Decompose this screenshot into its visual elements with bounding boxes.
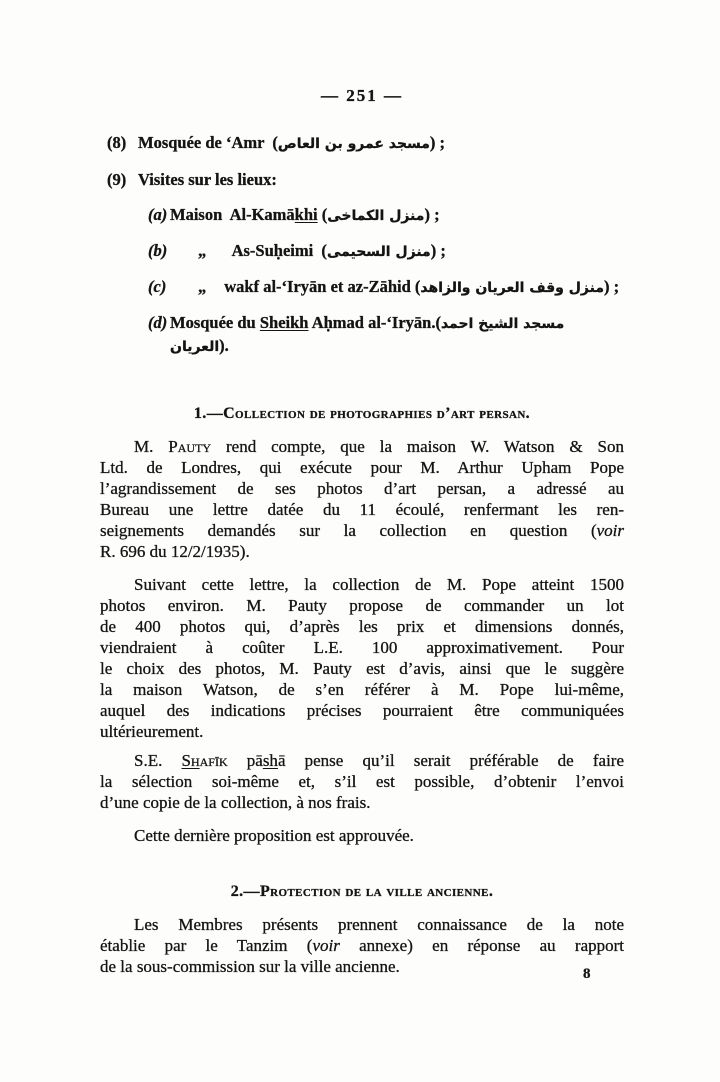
text-segment: d’une copie de la collection, à nos frais. (100, 793, 371, 812)
text-segment: Suivant cette lettre, la collection de M. Pope atteint 1500 (134, 575, 624, 594)
paragraph-line (100, 541, 624, 562)
paragraph-line (100, 914, 624, 935)
text-segment: de 400 photos qui, d’après les prix et dimensions donnés, (100, 617, 624, 636)
paragraph (100, 574, 624, 742)
paragraph-line (100, 637, 624, 658)
list-item-text (170, 312, 624, 358)
text-segment: pā (227, 751, 263, 770)
text-segment: Les Membres présents prennent connaissance de la note (134, 915, 624, 934)
list-item-8 (100, 132, 624, 155)
page-content (100, 0, 624, 977)
paragraph-line (100, 792, 624, 813)
list-item-label: (8) (107, 133, 127, 152)
text-segment: ultérieurement. (100, 722, 204, 741)
text-segment: Sh (181, 751, 200, 770)
list-item-label: (d) (148, 313, 168, 332)
section-heading: 1.—Collection de photographies d’art persan. (193, 405, 531, 422)
text-segment: seignements demandés sur la collection en question ( (100, 521, 597, 540)
list-item-text (170, 240, 446, 263)
text-segment: rend compte, que la maison W. Watson & Son (211, 437, 624, 456)
paragraph-line (100, 658, 624, 679)
text-segment: sh (262, 751, 278, 770)
list-item-b (148, 240, 624, 263)
paragraph-line (100, 679, 624, 700)
list-item-a (148, 204, 624, 227)
paragraph-line (100, 700, 624, 721)
section-2 (100, 882, 624, 977)
text-segment: Visites sur les lieux: (138, 170, 277, 189)
text-segment: auquel des indications précises pourraient être communiquées (100, 701, 624, 720)
text-segment: de la sous-commission sur la ville ancienne. (100, 957, 400, 976)
text-segment: khi (294, 205, 318, 224)
list-item-label: (b) (148, 241, 168, 260)
text-segment: annexe) en réponse au rapport (339, 936, 624, 955)
text-segment: viendraient à coûter L.E. 100 approximativement. Pour (100, 638, 624, 657)
list-item-c (148, 276, 624, 299)
text-segment: Bureau une lettre datée du 11 écoulé, renfermant les ren- (100, 500, 624, 519)
text-segment: R. 696 du 12/2/1935). (100, 542, 250, 561)
text-segment: Sheikh (259, 313, 309, 332)
list-item-text (170, 204, 440, 227)
visit-list (100, 132, 624, 358)
text-segment: l’agrandissement de ses photos d’art persan, a adressé au (100, 479, 624, 498)
paragraph-line (100, 616, 624, 637)
paragraph-line (100, 499, 624, 520)
text-segment: S.E. (134, 751, 182, 770)
page-number-header: — 251 — (321, 86, 403, 105)
text-segment: photos environ. M. Pauty propose de commander un lot (100, 596, 624, 615)
text-segment: As-Suḥeimi ( (224, 241, 327, 260)
text-segment: la sélection soi-même et, s’il est possible, d’obtenir l’envoi (100, 772, 624, 791)
section-1 (100, 404, 624, 846)
minutes-sections (100, 404, 624, 977)
list-item-label: (a) (148, 205, 168, 224)
paragraph (100, 750, 624, 813)
paragraph-line (100, 935, 624, 956)
text-segment: ) ; (424, 205, 440, 224)
text-segment: Pauty (168, 437, 212, 456)
list-item-9 (100, 169, 624, 190)
paragraph (100, 914, 624, 977)
arabic-text: منزل وقف العريان والزاهد (420, 280, 604, 296)
paragraph-line (100, 457, 624, 478)
text-segment: Maison Al-Kamā (170, 205, 295, 224)
page-number-footer: 8 (583, 966, 591, 982)
text-segment: ā pense qu’il serait préférable de faire (277, 751, 625, 770)
paragraph-line (100, 771, 624, 792)
list-item-label: (c) (148, 277, 167, 296)
section-heading: 2.—Protection de la ville ancienne. (230, 883, 494, 900)
text-segment: Aḥmad al-‘Iryān.( (308, 313, 441, 332)
text-segment: ( (317, 205, 328, 224)
arabic-text: منزل الكماخى (327, 208, 425, 224)
text-segment: „ (198, 277, 207, 296)
list-item-text (170, 276, 619, 299)
text-segment: la maison Watson, de s’en référer à M. Pope lui-même, (100, 680, 624, 699)
paragraph (100, 436, 624, 562)
text-segment: ) ; (604, 277, 620, 296)
paragraph-line (100, 721, 624, 742)
text-segment: Cette dernière proposition est approuvée. (134, 826, 414, 845)
paragraph-line (100, 825, 624, 846)
text-segment: M. (134, 437, 169, 456)
text-segment: voir (312, 936, 340, 955)
paragraph-line (100, 436, 624, 457)
list-item-text (138, 132, 445, 155)
text-segment: ) ; (429, 133, 446, 152)
arabic-text: مسجد عمرو بن العاص (277, 136, 430, 152)
text-segment: le choix des photos, M. Pauty est d’avis, ainsi que le suggère (100, 659, 624, 678)
text-segment: Mosquée de ‘Amr ( (138, 133, 278, 152)
text-segment: „ (198, 241, 207, 260)
text-segment: Mosquée du (170, 313, 260, 332)
paragraph (100, 825, 624, 846)
paragraph-line (100, 956, 624, 977)
text-segment: Ltd. de Londres, qui exécute pour M. Arthur Upham Pope (100, 458, 624, 477)
text-segment: voir (596, 521, 624, 540)
text-segment: ) ; (430, 241, 446, 260)
paragraph-line (100, 478, 624, 499)
text-segment: afīk (199, 751, 228, 770)
list-item-text (138, 169, 277, 190)
text-segment: wakf al-‘Iryān et az-Zāhid ( (224, 277, 421, 296)
arabic-text: منزل السحيمى (326, 244, 431, 260)
list-item-d (148, 312, 624, 358)
paragraph-line (100, 574, 624, 595)
text-segment: établie par le Tanzim ( (100, 936, 313, 955)
paragraph-line (100, 750, 624, 771)
paragraph-line (100, 520, 624, 541)
list-item-label: (9) (107, 170, 127, 189)
arabic-text: مسجد الشيخ احمد العريان (170, 316, 570, 355)
text-segment: ). (219, 336, 229, 355)
paragraph-line (100, 595, 624, 616)
